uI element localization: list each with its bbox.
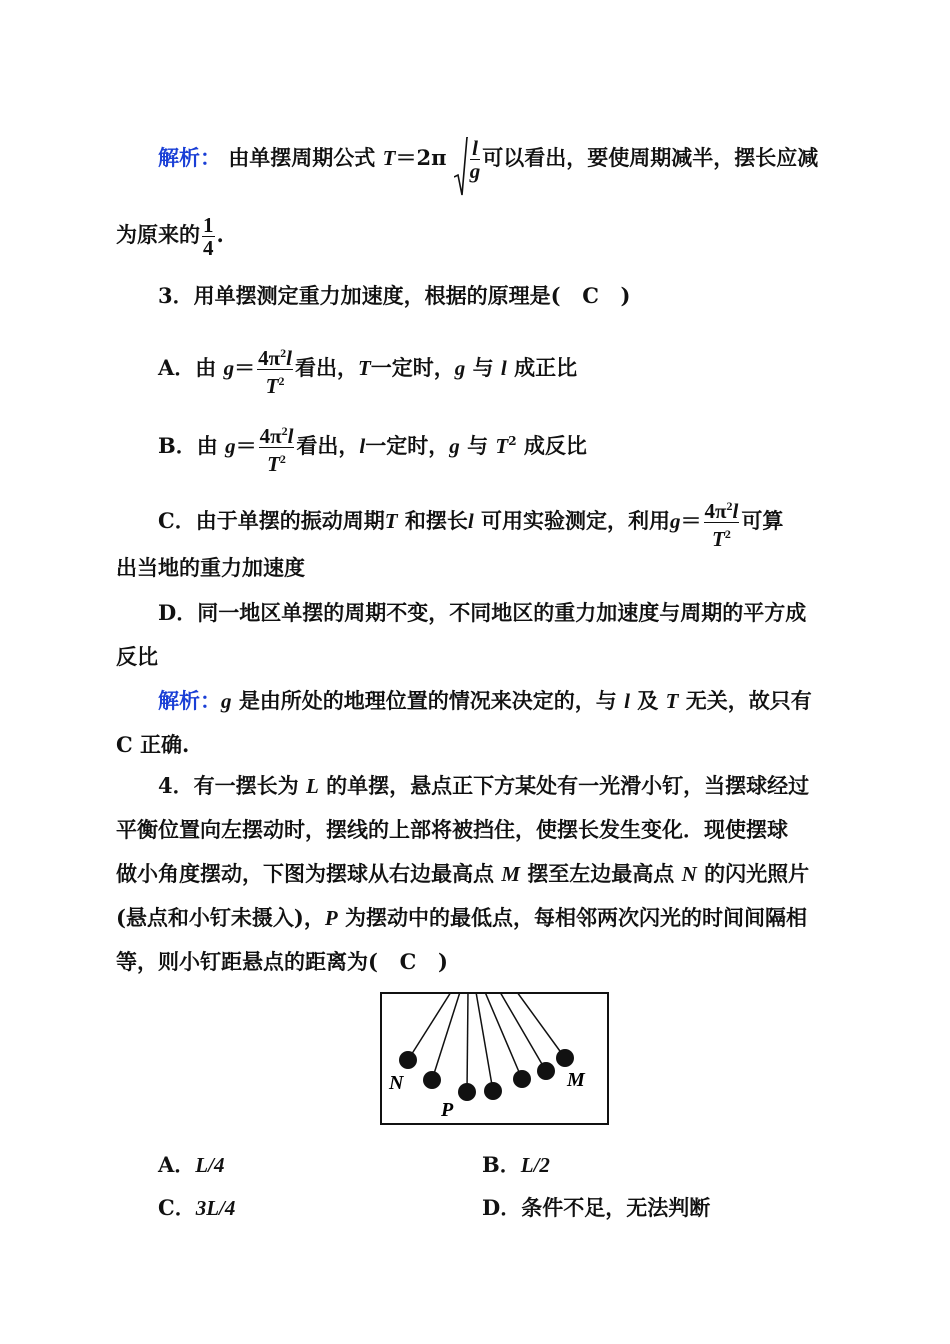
sup: 2: [508, 434, 517, 448]
text: 为摆动中的最低点，每相邻两次闪光的时间间隔相: [345, 905, 808, 930]
label-M: M: [567, 1069, 585, 1091]
text: 反比: [116, 644, 158, 669]
q4-answer: C: [399, 949, 417, 974]
var-N: N: [681, 862, 697, 886]
text: ): [437, 949, 448, 974]
q4-option-c: [158, 1193, 235, 1223]
text: (悬点和小钉未摄入)，: [116, 905, 325, 930]
text: 看出，: [296, 433, 360, 458]
q4-line5: [116, 947, 448, 977]
var-M: M: [501, 862, 520, 886]
opt-b-prefix: B．由: [158, 433, 218, 458]
var-T: T: [384, 509, 398, 533]
text: C 正确.: [116, 732, 190, 757]
label-N: N: [389, 1072, 404, 1094]
q4-line3: [116, 859, 809, 889]
var-l: l: [732, 499, 739, 523]
option-letter: D．: [482, 1195, 522, 1220]
bob-M: [556, 1049, 574, 1067]
text: D．同一地区单摆的周期不变，不同地区的重力加速度与周期的平方成: [158, 600, 807, 625]
q3-analysis-line2: [116, 730, 189, 760]
option-value: L/2: [520, 1153, 550, 1177]
label-P: P: [441, 1099, 454, 1121]
q3-option-c: [158, 495, 783, 550]
text: 成正比: [514, 355, 578, 380]
text: 等，则小钉距悬点的距离为(: [116, 949, 378, 974]
text: 及: [637, 688, 659, 713]
option-letter: B．: [482, 1152, 521, 1177]
var-g: g: [221, 689, 232, 713]
string-3: [467, 992, 468, 1092]
sup: 2: [278, 374, 285, 388]
bob-N: [399, 1051, 417, 1069]
text: 和摆长: [404, 508, 468, 533]
text: 可用实验测定，利用: [481, 508, 671, 533]
option-value: L/4: [195, 1153, 225, 1177]
text: 是由所处的地理位置的情况来决定的，与: [238, 688, 617, 713]
var-g: g: [449, 434, 460, 458]
var-T: T: [265, 374, 279, 398]
formula-fraction: [257, 342, 293, 397]
analysis-label: 解析：: [158, 688, 221, 713]
var-g: g: [223, 356, 235, 380]
option-value: 条件不足，无法判断: [521, 1195, 711, 1220]
q4-option-d: [482, 1193, 710, 1223]
var-T: T: [382, 146, 396, 170]
sup: 2: [724, 527, 731, 541]
frac-num: 1: [203, 213, 214, 237]
text: 出当地的重力加速度: [116, 555, 305, 580]
equals: ＝: [235, 433, 257, 458]
sqrt-l-over-g: [454, 137, 483, 182]
q3-analysis: [158, 686, 812, 716]
q3-stem: [158, 281, 630, 311]
equals: ＝: [680, 508, 702, 533]
var-L: L: [305, 774, 319, 798]
bob-4: [484, 1082, 502, 1100]
var-P: P: [324, 906, 338, 930]
text: 可算: [741, 508, 784, 533]
frac-den: g: [469, 159, 481, 183]
var-g: g: [454, 356, 466, 380]
sup: 2: [280, 346, 287, 360]
bob-P: [458, 1083, 476, 1101]
var-l: l: [359, 434, 366, 458]
sup: 2: [726, 499, 733, 513]
var-T: T: [665, 689, 679, 713]
var-l: l: [287, 424, 294, 448]
q3-option-d-line2: [116, 642, 158, 672]
analysis1-line2: [116, 214, 224, 259]
var-T: T: [712, 527, 725, 551]
text: 无关，故只有: [685, 688, 812, 713]
radical-sign: [454, 137, 468, 197]
var-l: l: [500, 356, 507, 380]
q4-line2: [116, 815, 788, 845]
text: 一定时，: [365, 433, 450, 458]
q3-option-d: [158, 598, 806, 628]
analysis-text-2: 可以看出，要使周期减半，摆长应减: [482, 145, 819, 170]
text: 做小角度摆动，下图为摆球从右边最高点: [116, 861, 494, 886]
q3-option-a: [158, 342, 577, 397]
option-letter: A．: [158, 1152, 196, 1177]
var-l: l: [467, 509, 474, 533]
var-g: g: [225, 434, 236, 458]
fraction-1-4: [202, 214, 215, 259]
frac-num: 4π: [258, 346, 281, 370]
equals: ＝: [234, 355, 256, 380]
bob-5: [513, 1070, 531, 1088]
var-T: T: [267, 452, 280, 476]
frac-num: l: [470, 137, 481, 160]
var-l: l: [286, 346, 292, 370]
q4-line1: [158, 771, 809, 801]
q3-option-b: [158, 420, 587, 475]
analysis1-line1: [158, 137, 818, 182]
text: 平衡位置向左摆动时，摆线的上部将被挡住，使摆长发生变化．现使摆球: [116, 817, 788, 842]
frac-den: 4: [203, 236, 214, 260]
text: 与: [472, 355, 494, 380]
frac-num: 4π: [704, 499, 727, 523]
var-l: l: [624, 689, 630, 713]
formula-fraction: [259, 420, 295, 475]
bob-6: [537, 1062, 555, 1080]
bob-2: [423, 1071, 441, 1089]
text: 4．有一摆长为: [158, 773, 299, 798]
text: 一定时，: [370, 355, 455, 380]
sup: 2: [281, 424, 288, 438]
option-letter: C．: [158, 1195, 196, 1220]
q3-stem-text: 3．用单摆测定重力加速度，根据的原理是(: [158, 283, 561, 308]
formula-fraction: [704, 495, 740, 550]
q4-option-b: [482, 1150, 550, 1180]
text: 成反比: [523, 433, 587, 458]
q3-close: ): [620, 283, 631, 308]
text: C．由于单摆的振动周期: [158, 508, 385, 533]
var-T: T: [357, 356, 371, 380]
fraction-l-g: [470, 137, 481, 182]
sup: 2: [279, 452, 286, 466]
frac-num: 4π: [259, 424, 282, 448]
q4-line4: [116, 903, 807, 933]
text: 的单摆，悬点正下方某处有一光滑小钉，当摆球经过: [326, 773, 810, 798]
option-value: 3L/4: [195, 1196, 236, 1220]
equals-2pi: ＝2π: [395, 145, 447, 170]
analysis-label: 解析：: [158, 145, 221, 170]
text: 与: [467, 433, 489, 458]
text: 的闪光照片: [704, 861, 810, 886]
var-g: g: [670, 509, 681, 533]
pendulum-flash-photo: [380, 992, 609, 1125]
opt-a-prefix: A．由: [158, 355, 217, 380]
period: .: [216, 222, 224, 247]
text: 摆至左边最高点: [527, 861, 675, 886]
text: 看出，: [294, 355, 358, 380]
var-T: T: [495, 434, 509, 458]
analysis-text-3: 为原来的: [116, 222, 200, 247]
q4-option-a: [158, 1150, 224, 1180]
q3-option-c-line2: [116, 553, 305, 583]
q3-answer: C: [582, 283, 599, 308]
analysis-text: 由单摆周期公式: [228, 145, 376, 170]
